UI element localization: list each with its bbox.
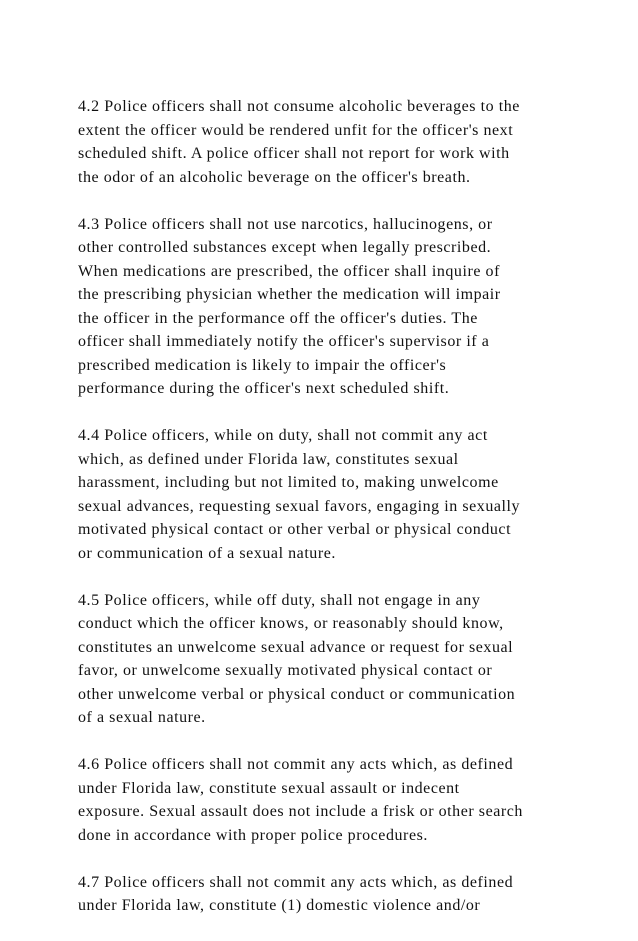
text-line: sexual advances, requesting sexual favors, engaging in sexually <box>78 497 521 515</box>
text-line: under Florida law, constitute (1) domestic violence and/or <box>78 897 481 914</box>
text-line: done in accordance with proper police procedures. <box>78 826 428 844</box>
text-line: the odor of an alcoholic beverage on the officer's breath. <box>78 168 471 186</box>
text-line: favor, or unwelcome sexually motivated physical contact or <box>78 662 493 679</box>
text-line: conduct which the officer knows, or reasonably should know, <box>78 615 504 632</box>
text-line: extent the officer would be rendered unfit for the officer's next <box>78 121 514 139</box>
text-line: 4.4 Police officers, while on duty, shall not commit any act <box>78 427 488 444</box>
text-line: which, as defined under Florida law, constitutes sexual <box>78 450 459 468</box>
text-line: 4.7 Police officers shall not commit any acts which, as defined <box>78 873 514 891</box>
text-line: other unwelcome verbal or physical conduct or communication <box>78 685 516 703</box>
text-line: 4.5 Police officers, while off duty, shall not engage in any <box>78 591 481 609</box>
text-line: 4.3 Police officers shall not use narcotics, hallucinogens, or <box>78 215 493 233</box>
text-line: When medications are prescribed, the officer shall inquire of <box>78 262 500 280</box>
text-line: performance during the officer's next scheduled shift. <box>78 380 450 397</box>
paragraph-4-7 <box>78 871 578 918</box>
text-line: exposure. Sexual assault does not include a frisk or other search <box>78 803 523 820</box>
text-line: 4.2 Police officers shall not consume alcoholic beverages to the <box>78 98 520 115</box>
paragraph-4-3 <box>78 213 578 401</box>
paragraph-4-5 <box>78 589 578 730</box>
text-line: motivated physical contact or other verbal or physical conduct <box>78 521 512 538</box>
text-line: of a sexual nature. <box>78 709 206 726</box>
text-line: harassment, including but not limited to, making unwelcome <box>78 474 499 491</box>
text-line: officer shall immediately notify the officer's supervisor if a <box>78 333 490 350</box>
paragraph-4-2 <box>78 95 578 189</box>
text-line: the officer in the performance off the officer's duties. The <box>78 309 478 327</box>
text-line: scheduled shift. A police officer shall not report for work with <box>78 145 510 162</box>
text-line: prescribed medication is likely to impair the officer's <box>78 356 447 374</box>
text-line: the prescribing physician whether the medication will impair <box>78 286 501 303</box>
text-line: 4.6 Police officers shall not commit any acts which, as defined <box>78 756 514 773</box>
text-line: other controlled substances except when legally prescribed. <box>78 239 492 256</box>
paragraph-4-4 <box>78 424 578 565</box>
text-line: or communication of a sexual nature. <box>78 544 336 562</box>
document-body <box>78 95 578 941</box>
paragraph-4-6 <box>78 753 578 847</box>
text-line: constitutes an unwelcome sexual advance or request for sexual <box>78 638 514 656</box>
text-line: under Florida law, constitute sexual assault or indecent <box>78 779 460 797</box>
